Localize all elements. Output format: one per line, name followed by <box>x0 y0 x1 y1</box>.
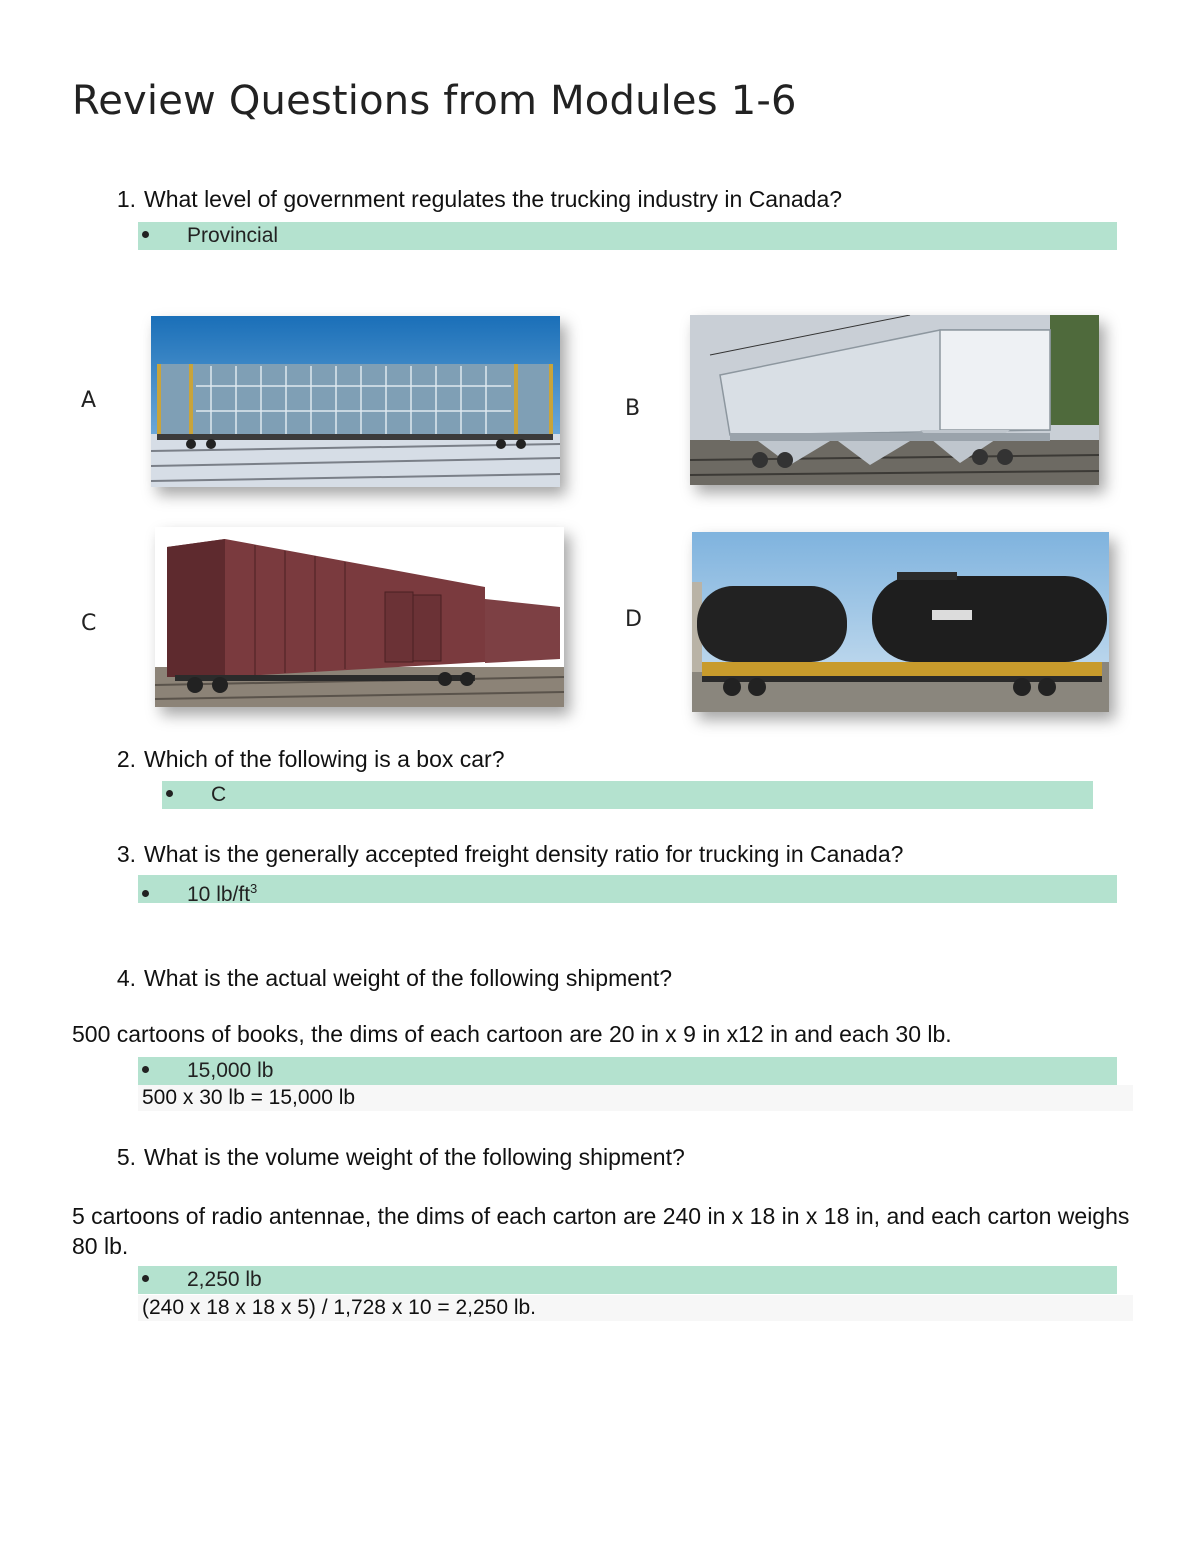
bullet-icon <box>142 890 149 897</box>
question-1-text: What level of government regulates the trucking industry in Canada? <box>144 186 843 212</box>
figure-label-d: D <box>625 607 642 632</box>
answer-2-band <box>162 781 1093 809</box>
figure-label-a: A <box>81 388 97 413</box>
answer-5: 2,250 lb <box>187 1268 262 1291</box>
answer-1: Provincial <box>187 224 279 247</box>
figure-label-b: B <box>625 396 641 421</box>
photo-b-covered-hopper-car <box>690 315 1099 485</box>
photo-c-box-car <box>155 527 564 707</box>
page-title: Review Questions from Modules 1-6 <box>72 78 797 124</box>
question-3-text: What is the generally accepted freight density ratio for trucking in Canada? <box>144 841 904 867</box>
answer-2: C <box>211 783 227 806</box>
question-4-text: What is the actual weight of the following shipment? <box>144 965 673 991</box>
question-4 <box>100 965 672 992</box>
calculation-5: (240 x 18 x 18 x 5) / 1,728 x 10 = 2,250 lb. <box>142 1296 537 1319</box>
bullet-icon <box>166 790 173 797</box>
photo-a-auto-rack-car <box>151 316 560 487</box>
question-3 <box>100 841 903 868</box>
answer-3: 10 lb/ft <box>187 883 251 906</box>
calculation-5-band <box>138 1295 1133 1321</box>
question-5-text: What is the volume weight of the following shipment? <box>144 1144 685 1170</box>
bullet-icon <box>142 231 149 238</box>
bullet-icon <box>142 1066 149 1073</box>
question-1 <box>100 186 842 213</box>
answer-4-band <box>138 1057 1117 1085</box>
question-1-number: 1. <box>116 186 136 212</box>
question-2 <box>100 746 505 773</box>
question-2-text: Which of the following is a box car? <box>144 746 505 772</box>
answer-1-band <box>138 222 1117 250</box>
photo-d-tank-car <box>692 532 1109 712</box>
calculation-4: 500 x 30 lb = 15,000 lb <box>142 1086 356 1109</box>
answer-3-band <box>138 875 1117 906</box>
figure-label-c: C <box>81 611 97 636</box>
bullet-icon <box>142 1275 149 1282</box>
calculation-4-band <box>138 1085 1133 1111</box>
question-4-detail: 500 cartoons of books, the dims of each cartoon are 20 in x 9 in x12 in and each 30 lb. <box>72 1021 952 1047</box>
answer-4: 15,000 lb <box>187 1059 274 1082</box>
question-3-number: 3. <box>116 841 136 867</box>
answer-3-superscript: 3 <box>250 881 258 896</box>
question-2-number: 2. <box>116 746 136 772</box>
question-5 <box>100 1144 685 1171</box>
question-5-number: 5. <box>116 1144 136 1170</box>
question-5-detail: 5 cartoons of radio antennae, the dims of each carton are 240 in x 18 in x 18 in, and each carton weighs 80 lb. <box>72 1203 1130 1259</box>
answer-5-band <box>138 1266 1117 1294</box>
question-4-number: 4. <box>116 965 136 991</box>
